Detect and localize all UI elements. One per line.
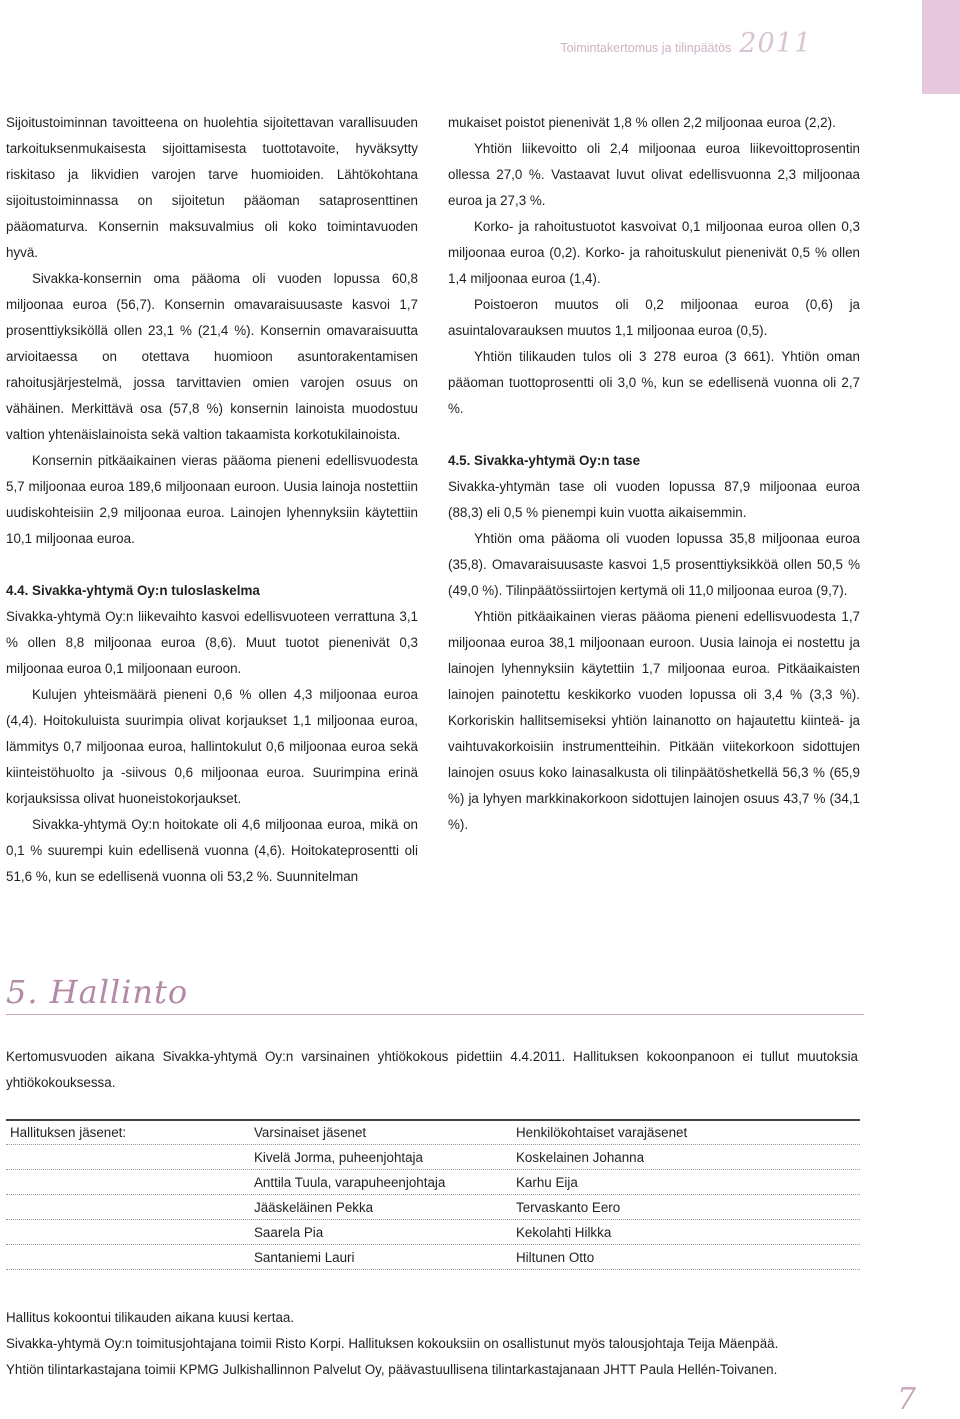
paragraph: Sijoitustoiminnan tavoitteena on huolehtia sijoitettavan varallisuuden tarkoituksenmukaisesta sijoittamisesta tuottotavoite, hyväksytty riskitaso ja likvidien varojen tarve huomioiden. Lähtökohtana sijoitustoiminnassa on sijoitetun pääoman sataprosenttinen pääomaturva. Konsernin maksuvalmius oli koko toimintavuoden hyvä. <box>6 115 418 260</box>
footer-line: Hallitus kokoontui tilikauden aikana kuusi kertaa. <box>6 1310 295 1325</box>
paragraph: Sivakka-yhtymä Oy:n hoitokate oli 4,6 miljoonaa euroa, mikä on 0,1 % suurempi kuin edellisenä vuonna (4,6). Hoitokateprosentti oli 51,6 %, kun se edellisenä vuonna oli 53,2 %. Suunnitelman <box>6 817 418 884</box>
deputy-name: Kekolahti Hilkka <box>516 1225 612 1240</box>
deputy-name: Tervaskanto Eero <box>516 1200 621 1215</box>
board-table <box>6 1120 860 1270</box>
paragraph: Poistoeron muutos oli 0,2 miljoonaa euroa (0,6) ja asuintalovarauksen muutos 1,1 miljoonaa euroa (0,5). <box>448 297 860 338</box>
paragraph: Sivakka-konsernin oma pääoma oli vuoden lopussa 60,8 miljoonaa euroa (56,7). Konsernin omavaraisuusaste kasvoi 1,7 prosenttiyksiköllä ollen 23,1 % (21,4 %). Konsernin omavaraisuutta arvioitaessa on otettava huomioon asuntorakentamisen rahoitusjärjestelmä, jossa tarvittavien omien varojen osuus on vähäinen. Merkittävä osa (57,8 %) konsernin lainoista muodostuu valtion yhtenäislainoista sekä valtion takaamista korkotukilainoista. <box>6 271 418 442</box>
board-label: Hallituksen jäsenet: <box>10 1125 127 1140</box>
paragraph: Yhtiön oma pääoma oli vuoden lopussa 35,8 miljoonaa euroa (35,8). Omavaraisuusaste kasvoi 1,5 prosenttiyksikköä ollen 50,5 % (49,0 %). Tilinpäätössiirtojen kertymä oli 11,0 miljoonaa euroa (9,7). <box>448 531 860 598</box>
table-header-row <box>6 1120 860 1145</box>
member-name: Santaniemi Lauri <box>254 1250 355 1265</box>
paragraph: Kulujen yhteismäärä pieneni 0,6 % ollen 4,3 miljoonaa euroa (4,4). Hoitokuluista suurimpia olivat korjaukset 1,1 miljoonaa euroa, lämmitys 0,7 miljoonaa euroa, hallintokulut 0,6 miljoonaa euroa sekä kiinteistöhuolto ja -siivous 0,6 miljoonaa euroa. Suurimpina erinä korjauksissa olivat huoneistokorjaukset. <box>6 687 418 806</box>
paragraph: Sivakka-yhtymä Oy:n liikevaihto kasvoi edellisvuoteen verrattuna 3,1 % ollen 8,8 miljoonaa euroa (8,6). Muut tuotot pienenivät 0,3 miljoonaa euroa 0,1 miljoonaan euroon. <box>6 609 418 676</box>
section-heading-income-statement: 4.4. Sivakka-yhtymä Oy:n tuloslaskelma <box>6 583 260 598</box>
governance-intro: Kertomusvuoden aikana Sivakka-yhtymä Oy:n varsinainen yhtiökokous pidettiin 4.4.2011. Hallituksen kokoonpanoon ei tullut muutoksia yhtiökokouksessa. <box>6 1049 858 1090</box>
page-header <box>560 28 812 59</box>
paragraph: Konsernin pitkäaikainen vieras pääoma pieneni edellisvuodesta 5,7 miljoonaa euroa 189,6 miljoonaan euroon. Uusia lainoja nostettiin uudiskohteisiin 2,9 miljoonaa euroa. Lainojen lyhennyksiin käytettiin 10,1 miljoonaa euroa. <box>6 453 418 546</box>
deputies-header: Henkilökohtaiset varajäsenet <box>516 1125 688 1140</box>
deputy-name: Karhu Eija <box>516 1175 578 1190</box>
footer-line: Yhtiön tilintarkastajana toimii KPMG Julkishallinnon Palvelut Oy, päävastuullisena tilintarkastajanaan JHTT Paula Hellén-Toivanen. <box>6 1362 778 1377</box>
paragraph: Yhtiön pitkäaikainen vieras pääoma pieneni edellisvuodesta 1,7 miljoonaa euroa 38,1 miljoonaan euroon. Uusia lainoja ei nostettu ja lainojen lyhennyksiin käytettiin 1,7 miljoonaa euroa. Pitkäaikaisten lainojen painotettu keskikorko vuoden lopussa oli 3,4 % (3,3 %). Korkoriskin hallitsemiseksi yhtiön lainanotto on hajautettu kiinteä- ja vaihtuvakorkoisiin instrumentteihin. Pitkään viitekorkoon sidottujen lainojen osuus koko lainasalkusta oli tilinpäätöshetkellä 56,3 % (65,9 %) ja lyhyen markkinakorkoon sidottujen lainojen osuus 43,7 % (34,1 %). <box>448 609 860 832</box>
footer-line: Sivakka-yhtymä Oy:n toimitusjohtajana toimii Risto Korpi. Hallituksen kokouksiin on osallistunut myös talousjohtaja Teija Mäenpää. <box>6 1336 779 1351</box>
corner-accent-block <box>922 0 960 94</box>
deputy-name: Koskelainen Johanna <box>516 1150 645 1165</box>
paragraph: Yhtiön liikevoitto oli 2,4 miljoonaa euroa liikevoittoprosentin ollessa 27,0 %. Vastaavat luvut olivat edellisvuonna 2,3 miljoonaa euroa ja 27,3 %. <box>448 141 860 208</box>
section-heading-balance-sheet: 4.5. Sivakka-yhtymä Oy:n tase <box>448 453 641 468</box>
section-title-governance: 5. Hallinto <box>6 970 864 1015</box>
header-year: 2011 <box>739 28 812 59</box>
member-name: Saarela Pia <box>254 1225 324 1240</box>
members-header: Varsinaiset jäsenet <box>254 1125 367 1140</box>
paragraph: Korko- ja rahoitustuotot kasvoivat 0,1 miljoonaa euroa ollen 0,3 miljoonaa euroa (0,2). Korko- ja rahoituskulut pienenivät 0,5 % ollen 1,4 miljoonaa euroa (1,4). <box>448 219 860 286</box>
member-name: Kivelä Jorma, puheenjohtaja <box>254 1150 423 1165</box>
page-number: 7 <box>897 1382 917 1417</box>
paragraph: Yhtiön tilikauden tulos oli 3 278 euroa (3 661). Yhtiön oman pääoman tuottoprosentti oli 3,0 %, kun se edellisenä vuonna oli 2,7 %. <box>448 349 860 416</box>
governance-footer <box>6 1305 866 1383</box>
member-name: Anttila Tuula, varapuheenjohtaja <box>254 1175 446 1190</box>
table-row <box>6 1220 860 1245</box>
left-column <box>6 110 418 890</box>
deputy-name: Hiltunen Otto <box>516 1250 595 1265</box>
table-row <box>6 1170 860 1195</box>
member-name: Jääskeläinen Pekka <box>254 1200 374 1215</box>
right-column <box>448 110 860 838</box>
table-row <box>6 1145 860 1170</box>
paragraph: Sivakka-yhtymän tase oli vuoden lopussa 87,9 miljoonaa euroa (88,3) eli 0,5 % pienempi kuin vuotta aikaisemmin. <box>448 479 860 520</box>
table-row <box>6 1245 860 1270</box>
table-row <box>6 1195 860 1220</box>
header-title: Toimintakertomus ja tilinpäätös <box>560 41 732 55</box>
paragraph: mukaiset poistot pienenivät 1,8 % ollen 2,2 miljoonaa euroa (2,2). <box>448 115 836 130</box>
